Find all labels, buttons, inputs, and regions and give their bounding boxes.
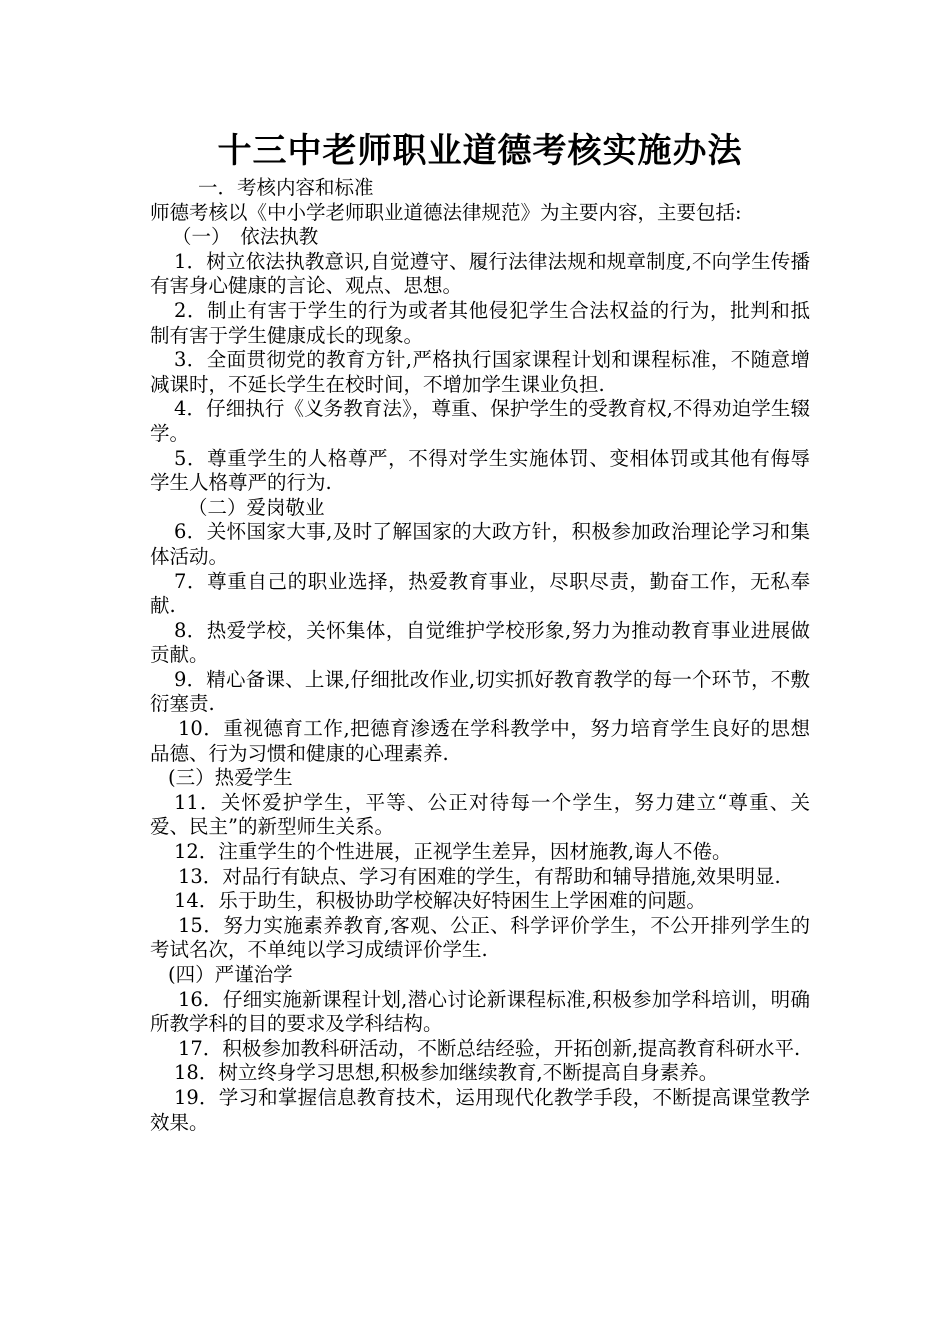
subsection-heading-law: （一） 依法执教 bbox=[172, 225, 319, 249]
list-item: 18．树立终身学习思想,积极参加继续教育,不断提高自身素养。 bbox=[174, 1061, 719, 1085]
section-heading: 一．考核内容和标准 bbox=[198, 176, 374, 199]
list-item: 16．仔细实施新课程计划,潜心讨论新课程标准,积极参加学科培训，明确所教学科的目的要求及学科结构。 bbox=[150, 987, 810, 1036]
document-page bbox=[150, 128, 810, 1135]
list-item: 10．重视德育工作,把德育渗透在学科教学中，努力培育学生良好的思想品德、行为习惯和健康的心理素养. bbox=[150, 717, 810, 765]
list-item: 17．积极参加教科研活动，不断总结经验，开拓创新,提高教育科研水平. bbox=[178, 1036, 801, 1060]
list-item: 13．对品行有缺点、学习有困难的学生，有帮助和辅导措施,效果明显. bbox=[178, 864, 781, 888]
subsection-heading-students: (三）热爱学生 bbox=[168, 766, 293, 790]
list-item: 12．注重学生的个性进展，正视学生差异，因材施教,诲人不倦。 bbox=[174, 840, 732, 864]
list-item: 19．学习和掌握信息教育技术，运用现代化教学手段，不断提高课堂教学效果。 bbox=[150, 1085, 810, 1134]
list-item: 3．全面贯彻党的教育方针,严格执行国家课程计划和课程标准，不随意增减课时，不延长学生在校时间，不增加学生课业负担. bbox=[150, 348, 810, 396]
list-item: 4．仔细执行《义务教育法》，尊重、保护学生的受教育权,不得劝迫学生辍学。 bbox=[150, 397, 810, 445]
subsection-heading-dedication: （二）爱岗敬业 bbox=[188, 495, 325, 519]
list-item: 9．精心备课、上课,仔细批改作业,切实抓好教育教学的每一个环节，不敷衍塞责. bbox=[150, 667, 810, 716]
list-item: 2．制止有害于学生的行为或者其他侵犯学生合法权益的行为，批判和抵制有害于学生健康成长的现象。 bbox=[150, 298, 810, 347]
list-item: 5．尊重学生的人格尊严，不得对学生实施体罚、变相体罚或其他有侮辱学生人格尊严的行为. bbox=[150, 446, 810, 495]
list-item: 8．热爱学校，关怀集体，自觉维护学校形象,努力为推动教育事业进展做贡献。 bbox=[150, 618, 810, 667]
subsection-heading-scholarship: (四）严谨治学 bbox=[168, 963, 293, 986]
list-item: 1．树立依法执教意识,自觉遵守、履行法律法规和规章制度,不向学生传播有害身心健康的言论、观点、思想。 bbox=[150, 249, 810, 298]
list-item: 6．关怀国家大事,及时了解国家的大政方针，积极参加政治理论学习和集体活动。 bbox=[150, 520, 810, 568]
list-item: 7．尊重自己的职业选择，热爱教育事业，尽职尽责，勤奋工作，无私奉献. bbox=[150, 569, 810, 618]
document-title: 十三中老师职业道德考核实施办法 bbox=[217, 131, 743, 171]
intro-paragraph: 师德考核以《中小学老师职业道德法律规范》为主要内容，主要包括: bbox=[150, 200, 742, 224]
list-item: 15．努力实施素养教育,客观、公正、科学评价学生，不公开排列学生的考试名次，不单纯以学习成绩评价学生. bbox=[150, 913, 810, 962]
list-item: 14．乐于助生，积极协助学校解决好特困生上学困难的问题。 bbox=[174, 889, 706, 913]
list-item: 11．关怀爱护学生，平等、公正对待每一个学生，努力建立“尊重、关爱、民主”的新型师生关系。 bbox=[150, 790, 810, 839]
